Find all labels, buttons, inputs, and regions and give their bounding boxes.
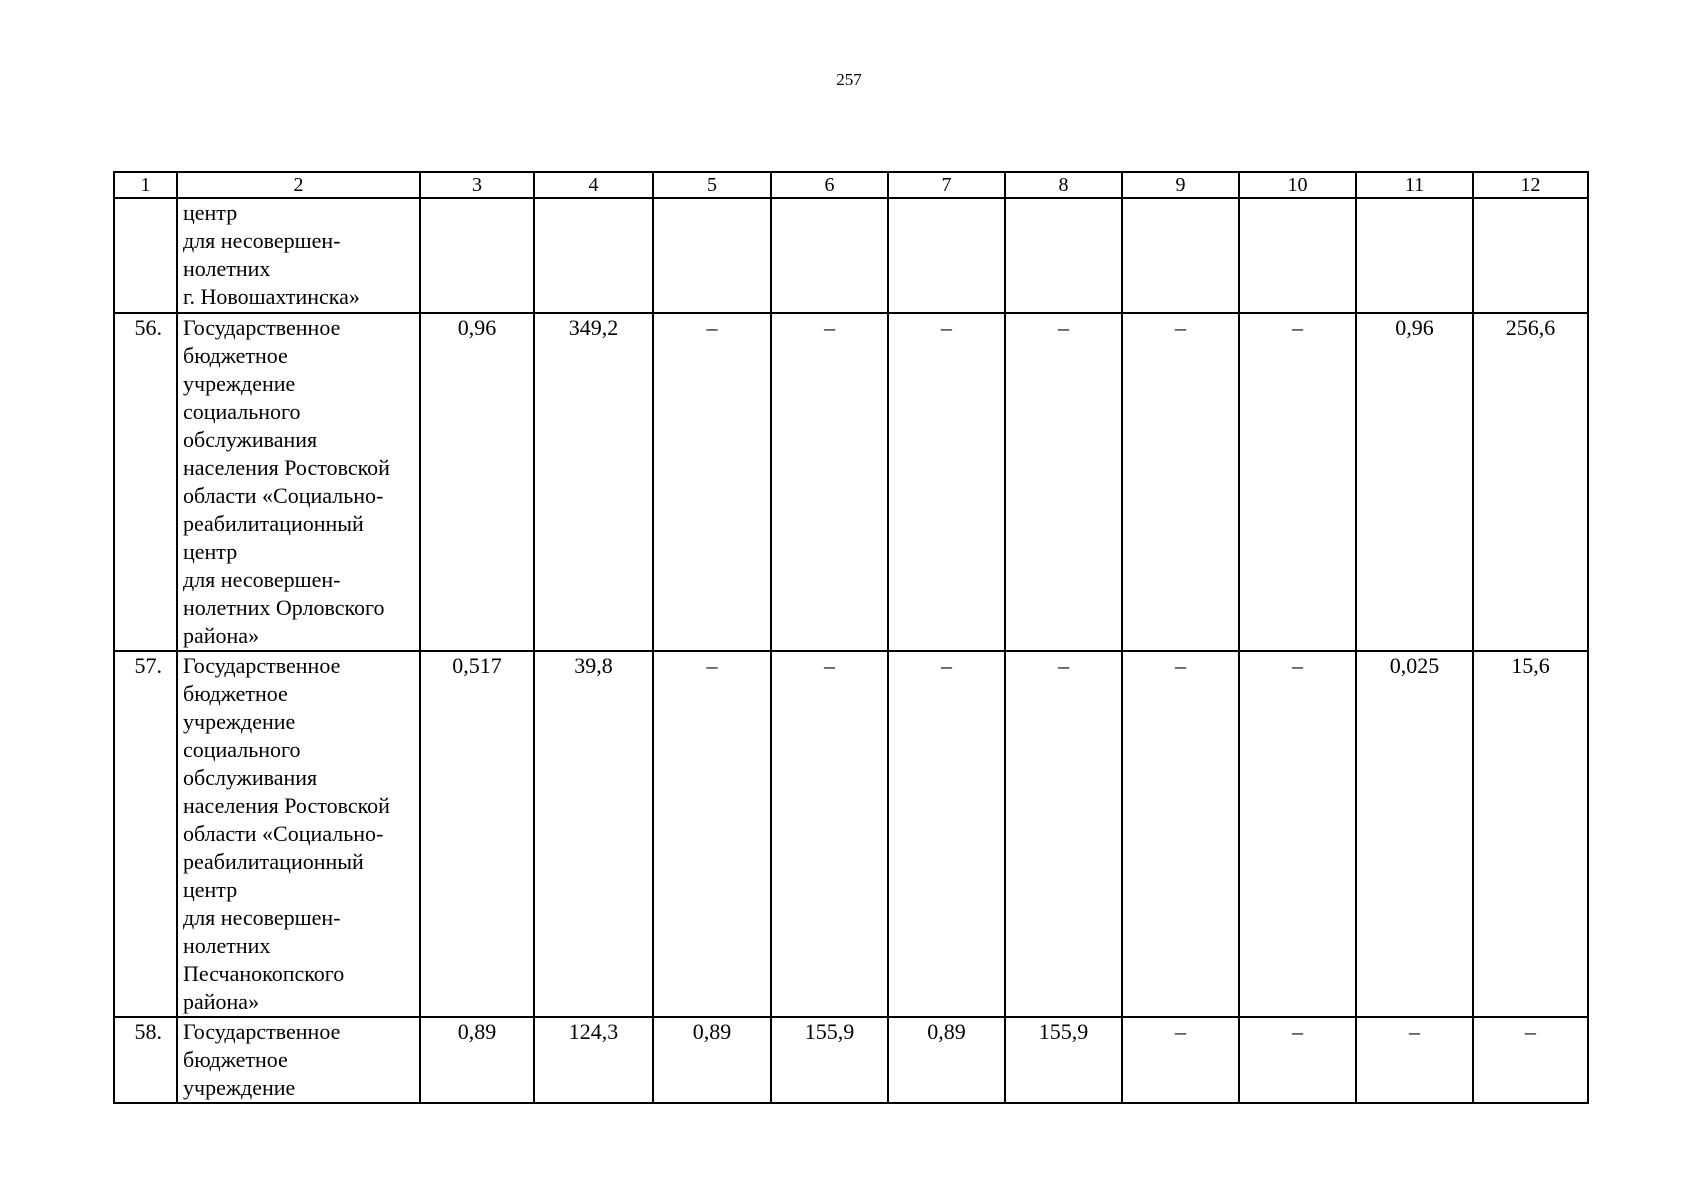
column-header-8: 8	[1005, 172, 1122, 198]
institution-name-line: Государственное	[183, 1019, 341, 1044]
row-number-cell	[114, 198, 177, 313]
institution-name-line: населения Ростовской	[183, 793, 390, 818]
value-cell-col-12: 256,6	[1473, 313, 1588, 651]
institution-name-line: нолетних	[183, 256, 271, 281]
institution-name-line: населения Ростовской	[183, 455, 390, 480]
value-cell-col-11: 0,96	[1356, 313, 1473, 651]
table-row	[114, 198, 1588, 313]
institution-name-cell	[177, 198, 420, 313]
institution-name-line: центр	[183, 200, 238, 225]
value-cell-col-7	[888, 198, 1005, 313]
column-header-2: 2	[177, 172, 420, 198]
value-cell-col-6: 155,9	[771, 1017, 888, 1103]
row-number-cell: 57.	[114, 651, 177, 1017]
column-header-5: 5	[653, 172, 771, 198]
institution-name-line: г. Новошахтинска»	[183, 284, 360, 309]
institution-name-line: реабилитационный	[183, 849, 364, 874]
value-cell-col-5	[653, 198, 771, 313]
value-cell-col-12: 15,6	[1473, 651, 1588, 1017]
column-header-6: 6	[771, 172, 888, 198]
row-number-cell: 56.	[114, 313, 177, 651]
value-cell-col-8: –	[1005, 313, 1122, 651]
column-header-12: 12	[1473, 172, 1588, 198]
column-header-9: 9	[1122, 172, 1239, 198]
institution-name-line: нолетних	[183, 933, 271, 958]
value-cell-col-9	[1122, 198, 1239, 313]
institution-name-line: для несовершен-	[183, 567, 341, 592]
institution-name-cell	[177, 1017, 420, 1103]
value-cell-col-9: –	[1122, 1017, 1239, 1103]
institution-name-line: для несовершен-	[183, 228, 341, 253]
value-cell-col-4: 124,3	[534, 1017, 653, 1103]
column-header-10: 10	[1239, 172, 1356, 198]
institution-name-line: области «Социально-	[183, 483, 384, 508]
institution-name-line: учреждение	[183, 709, 296, 734]
value-cell-col-11	[1356, 198, 1473, 313]
column-number-row	[114, 172, 1588, 198]
value-cell-col-10: –	[1239, 1017, 1356, 1103]
institution-name-line: учреждение	[183, 371, 296, 396]
value-cell-col-10: –	[1239, 651, 1356, 1017]
value-cell-col-5: –	[653, 313, 771, 651]
institution-name-line: обслуживания	[183, 765, 318, 790]
table-body	[114, 172, 1588, 1103]
value-cell-col-4: 349,2	[534, 313, 653, 651]
institution-name-line: района»	[183, 623, 260, 648]
column-header-11: 11	[1356, 172, 1473, 198]
value-cell-col-7: –	[888, 651, 1005, 1017]
value-cell-col-5: –	[653, 651, 771, 1017]
value-cell-col-8: –	[1005, 651, 1122, 1017]
value-cell-col-12	[1473, 198, 1588, 313]
institution-name-cell	[177, 651, 420, 1017]
value-cell-col-7: 0,89	[888, 1017, 1005, 1103]
row-number-cell: 58.	[114, 1017, 177, 1103]
value-cell-col-6: –	[771, 313, 888, 651]
value-cell-col-9: –	[1122, 313, 1239, 651]
institution-name-line: реабилитационный	[183, 511, 364, 536]
value-cell-col-8	[1005, 198, 1122, 313]
table-row	[114, 1017, 1588, 1103]
institution-name-line: нолетних Орловского	[183, 595, 385, 620]
institution-name-line: бюджетное	[183, 1047, 288, 1072]
institution-name-line: центр	[183, 877, 238, 902]
value-cell-col-3	[420, 198, 534, 313]
value-cell-col-6	[771, 198, 888, 313]
institution-name-line: бюджетное	[183, 343, 288, 368]
value-cell-col-9: –	[1122, 651, 1239, 1017]
institution-name-line: учреждение	[183, 1075, 296, 1100]
institution-name-line: Государственное	[183, 653, 341, 678]
table-row	[114, 313, 1588, 651]
value-cell-col-10: –	[1239, 313, 1356, 651]
value-cell-col-7: –	[888, 313, 1005, 651]
value-cell-col-3: 0,89	[420, 1017, 534, 1103]
institution-name-line: социального	[183, 737, 301, 762]
value-cell-col-8: 155,9	[1005, 1017, 1122, 1103]
institution-name-line: Песчанокопского	[183, 961, 345, 986]
column-header-4: 4	[534, 172, 653, 198]
institution-name-line: бюджетное	[183, 681, 288, 706]
institution-name-line: обслуживания	[183, 427, 318, 452]
institution-name-line: области «Социально-	[183, 821, 384, 846]
institution-name-line: центр	[183, 539, 238, 564]
institution-name-line: для несовершен-	[183, 905, 341, 930]
value-cell-col-4: 39,8	[534, 651, 653, 1017]
page-number: 257	[836, 70, 862, 89]
value-cell-col-10	[1239, 198, 1356, 313]
data-table	[113, 171, 1589, 1104]
value-cell-col-4	[534, 198, 653, 313]
table-row	[114, 651, 1588, 1017]
value-cell-col-6: –	[771, 651, 888, 1017]
value-cell-col-11: –	[1356, 1017, 1473, 1103]
institution-name-cell	[177, 313, 420, 651]
value-cell-col-5: 0,89	[653, 1017, 771, 1103]
value-cell-col-3: 0,517	[420, 651, 534, 1017]
column-header-1: 1	[114, 172, 177, 198]
institution-name-line: социального	[183, 399, 301, 424]
value-cell-col-3: 0,96	[420, 313, 534, 651]
value-cell-col-12: –	[1473, 1017, 1588, 1103]
value-cell-col-11: 0,025	[1356, 651, 1473, 1017]
column-header-7: 7	[888, 172, 1005, 198]
column-header-3: 3	[420, 172, 534, 198]
institution-name-line: Государственное	[183, 315, 341, 340]
institution-name-line: района»	[183, 989, 260, 1014]
